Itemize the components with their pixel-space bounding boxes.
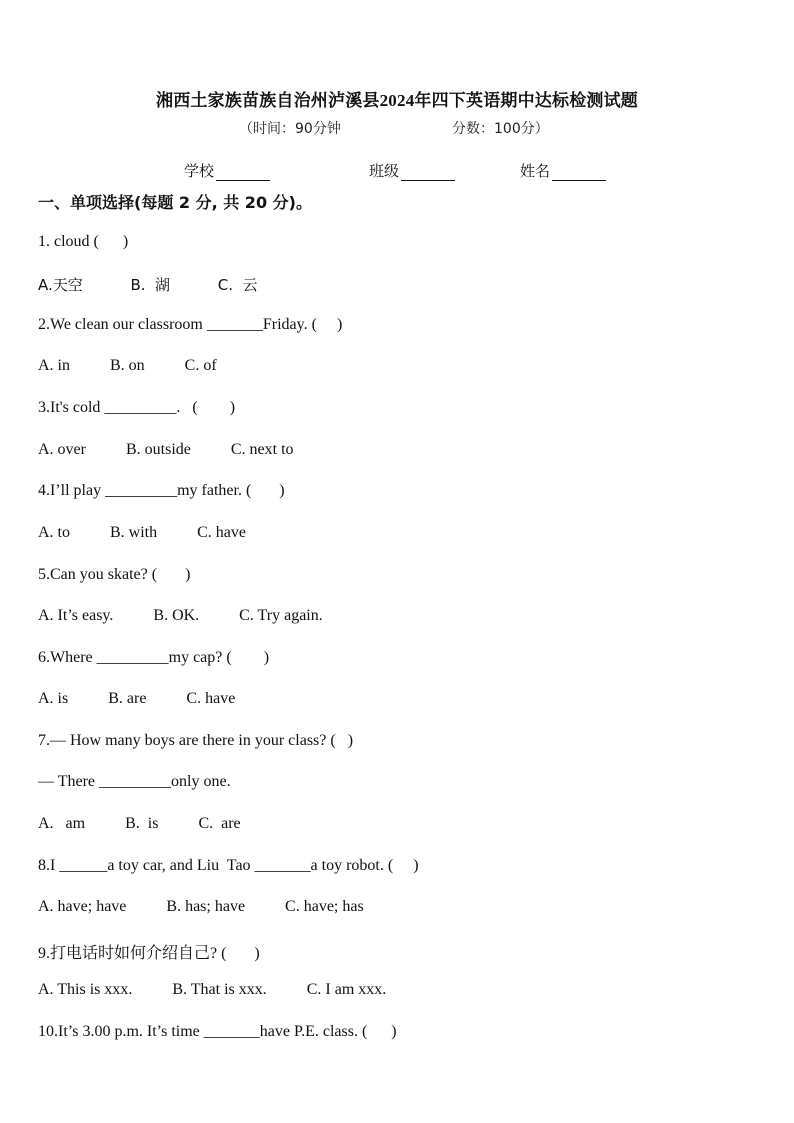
option-line: A. to B. with C. have [38, 524, 246, 541]
option-line: A. in B. on C. of [38, 357, 217, 374]
school-field [184, 160, 270, 181]
question-line: 2.We clean our classroom _______Friday. ( ) [38, 316, 343, 333]
name-blank[interactable] [552, 166, 606, 181]
question-line: 9.打电话时如何介绍自己? ( ) [38, 945, 260, 962]
time-info: （时间：90分钟 [239, 121, 341, 137]
name-label: 姓名 [520, 162, 551, 180]
option-line: A. is B. are C. have [38, 690, 236, 707]
question-line: 8.I ______a toy car, and Liu Tao _______a toy robot. ( ) [38, 857, 419, 874]
option-line: A.天空 B. 湖 C. 云 [38, 276, 258, 294]
score-info: 分数：100分） [452, 121, 549, 137]
option-line: A. am B. is C. are [38, 815, 241, 832]
question-line: 1. cloud ( ) [38, 233, 129, 250]
exam-title: 湘西土家族苗族自治州泸溪县2024年四下英语期中达标检测试题 [156, 91, 638, 110]
name-field [520, 160, 606, 181]
option-line: A. have; have B. has; have C. have; has [38, 898, 364, 915]
class-field [369, 160, 455, 181]
class-blank[interactable] [401, 166, 455, 181]
option-line: A. over B. outside C. next to [38, 441, 294, 458]
question-line: 4.I’ll play _________my father. ( ) [38, 482, 285, 499]
question-line: 6.Where _________my cap? ( ) [38, 649, 270, 666]
school-blank[interactable] [216, 166, 270, 181]
question-line: — There _________only one. [38, 773, 231, 790]
question-line: 5.Can you skate? ( ) [38, 566, 191, 583]
question-line: 3.It's cold _________. ( ) [38, 399, 236, 416]
question-line: 7.— How many boys are there in your class? ( ) [38, 732, 354, 749]
option-line: A. It’s easy. B. OK. C. Try again. [38, 607, 323, 624]
section-heading: 一、单项选择(每题 2 分, 共 20 分)。 [38, 193, 312, 212]
option-line: A. This is xxx. B. That is xxx. C. I am xxx. [38, 981, 387, 998]
school-label: 学校 [184, 162, 215, 180]
class-label: 班级 [369, 162, 400, 180]
question-line: 10.It’s 3.00 p.m. It’s time _______have P.E. class. ( ) [38, 1023, 397, 1040]
